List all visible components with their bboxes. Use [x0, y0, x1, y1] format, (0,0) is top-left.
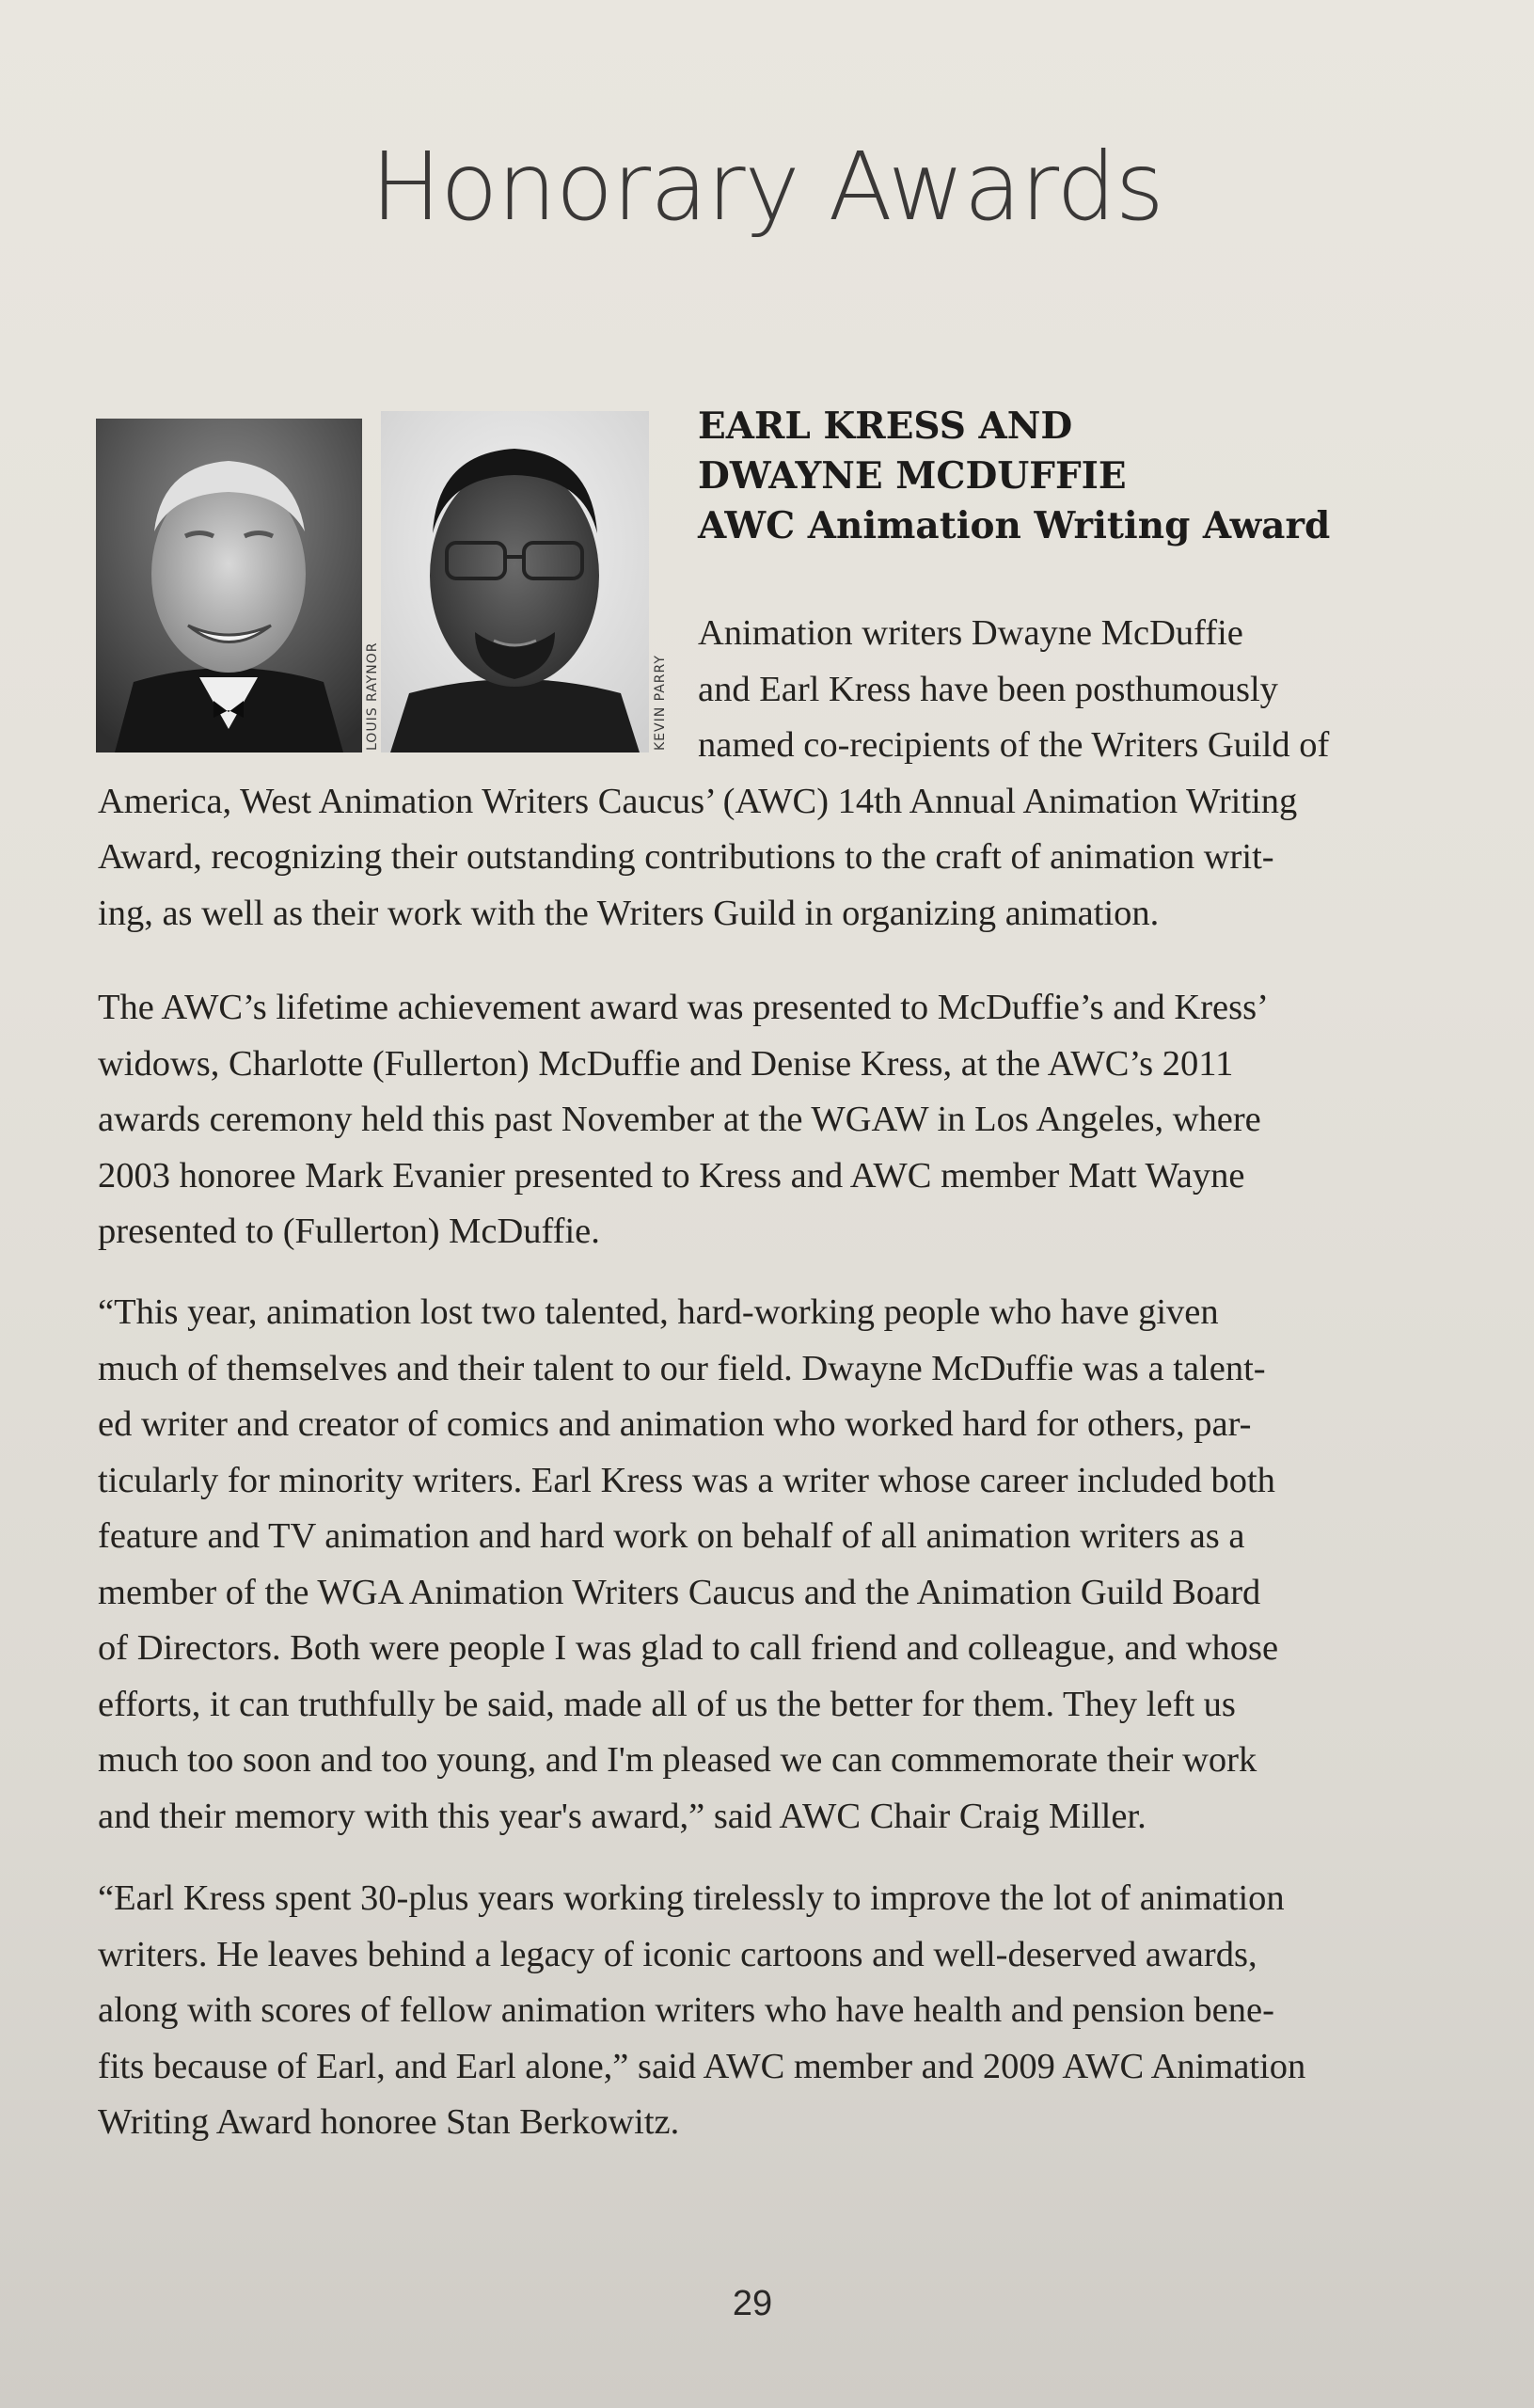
page-number: 29 [732, 2284, 773, 2323]
paragraph-line: ticularly for minority writers. Earl Kress was a writer whose career included both [98, 1460, 1275, 1500]
paragraph-line: named co-recipients of the Writers Guild of [698, 725, 1330, 765]
paragraph-line: presented to (Fullerton) McDuffie. [98, 1212, 600, 1251]
heading-line-2: DWAYNE MCDUFFIE [698, 454, 1127, 498]
page-title: Honorary Awards [371, 132, 1163, 242]
paragraph-2 [98, 980, 1396, 1260]
paragraph-line: of Directors. Both were people I was glad to call friend and colleague, and whose [98, 1628, 1279, 1668]
paragraph-line: widows, Charlotte (Fullerton) McDuffie and Denise Kress, at the AWC’s 2011 [98, 1043, 1234, 1084]
paragraph-line: America, West Animation Writers Caucus’ (AWC) 14th Annual Animation Writing [98, 781, 1298, 821]
paragraph-line: feature and TV animation and hard work on behalf of all animation writers as a [98, 1516, 1245, 1556]
paragraph-line: and Earl Kress have been posthumously [698, 669, 1278, 709]
paragraph-line: much of themselves and their talent to our field. Dwayne McDuffie was a talent- [98, 1348, 1266, 1388]
paragraph-line: writers. He leaves behind a legacy of iconic cartoons and well-deserved awards, [98, 1934, 1257, 1974]
paragraph-line: ing, as well as their work with the Writers Guild in organizing animation. [98, 893, 1160, 933]
paragraph-line: member of the WGA Animation Writers Caucus and the Animation Guild Board [98, 1572, 1261, 1612]
paragraph-line: Writing Award honoree Stan Berkowitz. [98, 2102, 680, 2142]
paragraph-4-quote [98, 1871, 1396, 2151]
paragraph-line: 2003 honoree Mark Evanier presented to Kress and AWC member Matt Wayne [98, 1155, 1245, 1196]
paragraph-line: The AWC’s lifetime achievement award was presented to McDuffie’s and Kress’ [98, 988, 1269, 1027]
paragraph-line: along with scores of fellow animation writers who have health and pension bene- [98, 1990, 1274, 2030]
paragraph-line: “Earl Kress spent 30-plus years working tirelessly to improve the lot of animation [98, 1878, 1285, 1918]
paragraph-line: efforts, it can truthfully be said, made all of us the better for them. They left us [98, 1684, 1236, 1724]
paragraph-line: Animation writers Dwayne McDuffie [698, 613, 1243, 653]
photo-credit-2: KEVIN PARRY [653, 655, 668, 751]
paragraph-line: and their memory with this year's award,” said AWC Chair Craig Miller. [98, 1796, 1147, 1836]
article-heading [698, 402, 1356, 551]
paragraph-line: ed writer and creator of comics and animation who worked hard for others, par- [98, 1404, 1252, 1444]
heading-line-1: EARL KRESS AND [698, 404, 1073, 448]
paragraph-line: “This year, animation lost two talented, hard-working people who have given [98, 1292, 1219, 1332]
heading-line-3: AWC Animation Writing Award [698, 504, 1331, 547]
paragraph-1 [98, 606, 1396, 942]
paragraph-line: fits because of Earl, and Earl alone,” said AWC member and 2009 AWC Animation [98, 2046, 1306, 2086]
paragraph-line: Award, recognizing their outstanding contributions to the craft of animation writ- [98, 837, 1274, 877]
paragraph-line: much too soon and too young, and I'm pleased we can commemorate their work [98, 1740, 1257, 1780]
paragraph-3-quote [98, 1285, 1396, 1845]
photo-credit-1: LOUIS RAYNOR [365, 642, 380, 751]
paragraph-line: awards ceremony held this past November at the WGAW in Los Angeles, where [98, 1100, 1261, 1139]
